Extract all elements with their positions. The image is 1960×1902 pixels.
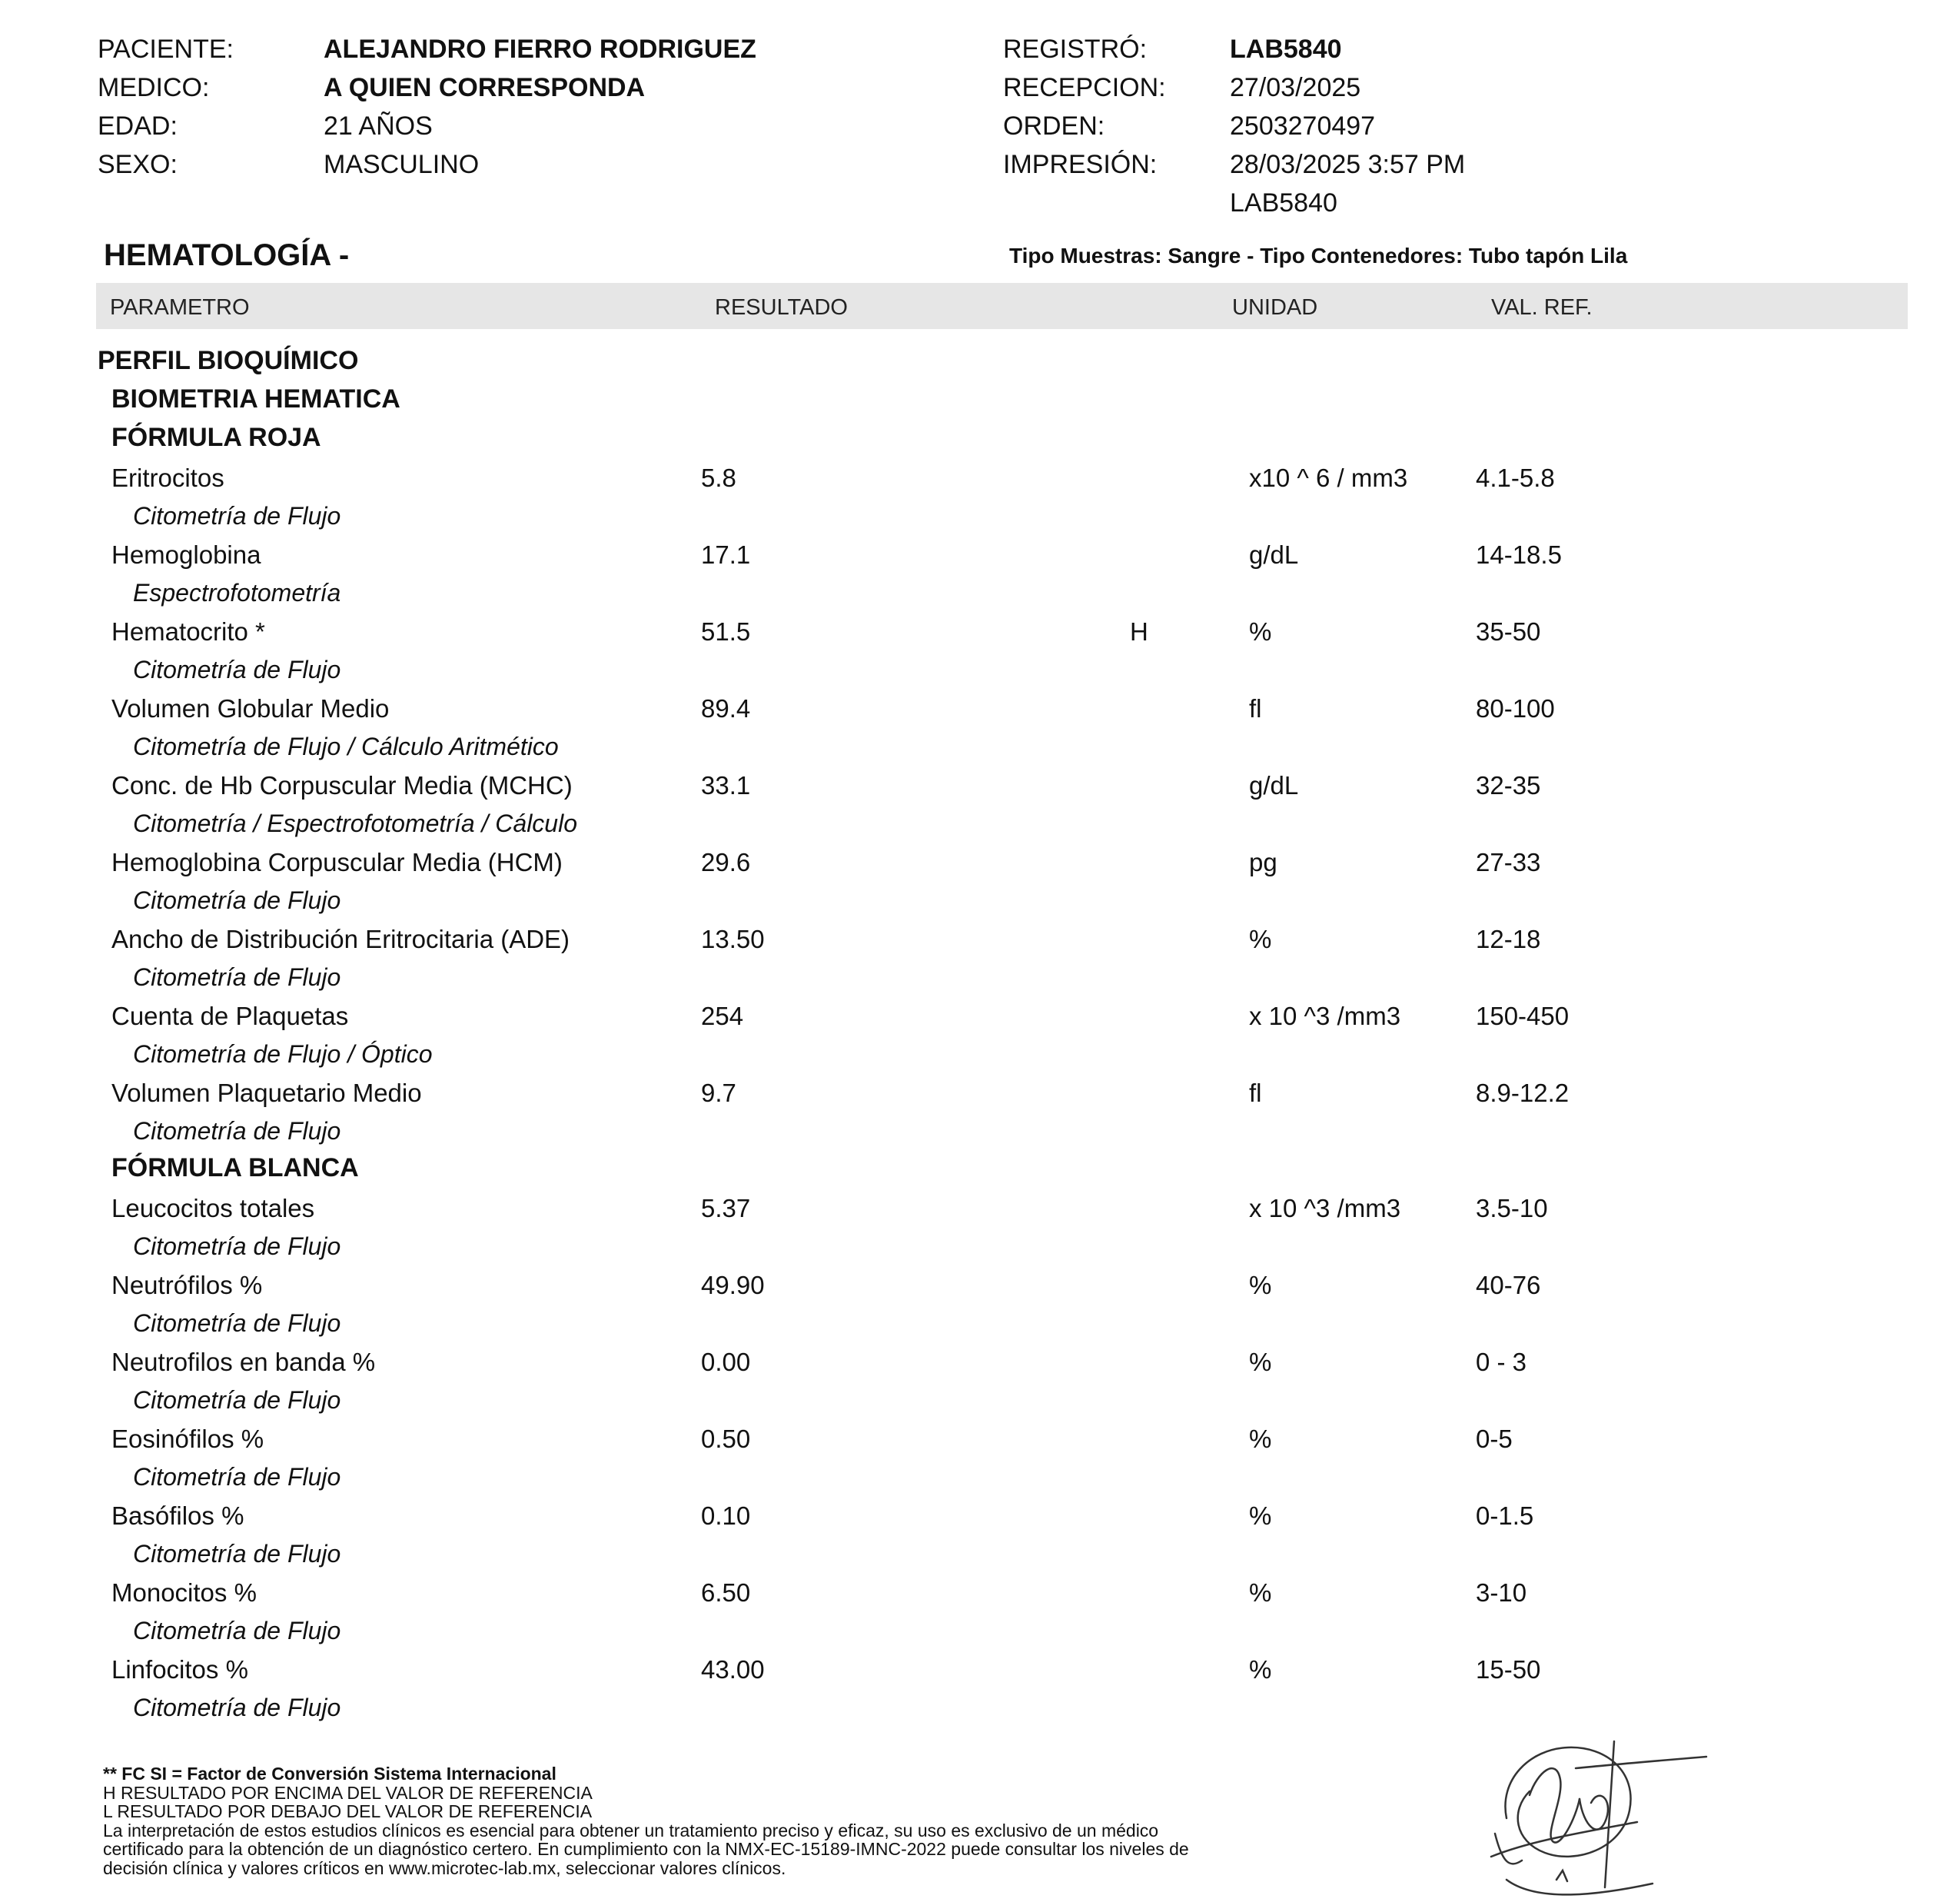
result-method: Citometría de Flujo [133, 1386, 341, 1414]
result-value: 0.00 [701, 1348, 751, 1376]
footer-notes [103, 1764, 1189, 1877]
impresion-label: IMPRESIÓN: [1003, 150, 1158, 179]
table-header [96, 283, 1908, 329]
result-reference-range: 4.1-5.8 [1476, 464, 1555, 492]
registro-value: LAB5840 [1230, 35, 1342, 64]
result-reference-range: 0-1.5 [1476, 1501, 1534, 1530]
result-method: Citometría de Flujo [133, 502, 341, 530]
sexo-value: MASCULINO [324, 150, 480, 179]
section-title: HEMATOLOGÍA - [104, 238, 350, 272]
result-value: 9.7 [701, 1079, 736, 1107]
result-method: Citometría de Flujo [133, 656, 341, 683]
result-value: 51.5 [701, 617, 751, 646]
result-value: 13.50 [701, 925, 765, 953]
result-unit: pg [1249, 848, 1277, 876]
result-value: 5.8 [701, 464, 736, 492]
recepcion-label: RECEPCION: [1003, 73, 1166, 102]
result-reference-range: 150-450 [1476, 1002, 1570, 1030]
result-unit: g/dL [1249, 771, 1299, 800]
result-value: 49.90 [701, 1271, 765, 1299]
result-reference-range: 0-5 [1476, 1425, 1513, 1453]
result-value: 17.1 [701, 540, 751, 569]
header-parametro: PARAMETRO [110, 295, 250, 320]
result-reference-range: 0 - 3 [1476, 1348, 1527, 1376]
result-reference-range: 80-100 [1476, 694, 1555, 723]
result-reference-range: 32-35 [1476, 771, 1541, 800]
result-value: 0.50 [701, 1425, 751, 1453]
result-unit: % [1249, 1655, 1272, 1684]
result-method: Citometría de Flujo [133, 1117, 341, 1145]
result-reference-range: 27-33 [1476, 848, 1541, 876]
result-parameter: Eritrocitos [111, 464, 224, 492]
result-parameter: Ancho de Distribución Eritrocitaria (ADE) [111, 925, 570, 953]
result-parameter: Monocitos % [111, 1578, 257, 1607]
group-perfil: PERFIL BIOQUÍMICO [98, 346, 359, 375]
result-method: Citometría de Flujo [133, 1540, 341, 1568]
result-value: 254 [701, 1002, 744, 1030]
result-value: 6.50 [701, 1578, 751, 1607]
result-flag: H [1130, 617, 1148, 646]
medico-label: MEDICO: [98, 73, 210, 102]
orden-label: ORDEN: [1003, 111, 1105, 141]
result-parameter: Hematocrito * [111, 617, 265, 646]
result-unit: fl [1249, 1079, 1262, 1107]
result-method: Espectrofotometría [133, 579, 341, 607]
group-formula-roja: FÓRMULA ROJA [111, 423, 321, 452]
result-parameter: Linfocitos % [111, 1655, 248, 1684]
result-reference-range: 35-50 [1476, 617, 1541, 646]
result-value: 0.10 [701, 1501, 751, 1530]
signature-image [1483, 1726, 1714, 1899]
result-value: 29.6 [701, 848, 751, 876]
footer-line-h: H RESULTADO POR ENCIMA DEL VALOR DE REFERENCIA [103, 1782, 593, 1803]
result-method: Citometría / Espectrofotometría / Cálculo [133, 810, 577, 837]
result-value: 33.1 [701, 771, 751, 800]
registro-label: REGISTRÓ: [1003, 35, 1148, 64]
footer-line-l: L RESULTADO POR DEBAJO DEL VALOR DE REFERENCIA [103, 1801, 593, 1821]
impresion-user: LAB5840 [1230, 188, 1337, 218]
footer-line-disclaimer-2: certificado para la obtención de un diagnóstico certero. En cumplimiento con la NMX-EC-15189-IMNC-2022 puede consultar los niveles de [103, 1839, 1189, 1859]
paciente-label: PACIENTE: [98, 35, 234, 64]
sample-info: Tipo Muestras: Sangre - Tipo Contenedores: Tubo tapón Lila [1009, 244, 1628, 268]
result-reference-range: 3.5-10 [1476, 1194, 1548, 1222]
result-unit: x 10 ^3 /mm3 [1249, 1194, 1401, 1222]
result-method: Citometría de Flujo [133, 963, 341, 991]
result-reference-range: 12-18 [1476, 925, 1541, 953]
result-method: Citometría de Flujo [133, 886, 341, 914]
result-parameter: Neutrofilos en banda % [111, 1348, 376, 1376]
result-unit: % [1249, 1348, 1272, 1376]
result-parameter: Hemoglobina Corpuscular Media (HCM) [111, 848, 563, 876]
result-parameter: Neutrófilos % [111, 1271, 263, 1299]
result-value: 89.4 [701, 694, 751, 723]
footer-line-disclaimer-1: La interpretación de estos estudios clínicos es esencial para obtener un tratamiento preciso y eficaz, su uso es exclusivo de un médico [103, 1820, 1159, 1840]
edad-label: EDAD: [98, 111, 178, 141]
medico-value: A QUIEN CORRESPONDA [324, 73, 646, 102]
result-unit: % [1249, 1578, 1272, 1607]
result-method: Citometría de Flujo / Óptico [133, 1040, 433, 1068]
footer-line-disclaimer-3: decisión clínica y valores críticos en www.microtec-lab.mx, seleccionar valores clínicos. [103, 1857, 786, 1878]
result-unit: % [1249, 925, 1272, 953]
paciente-value: ALEJANDRO FIERRO RODRIGUEZ [324, 35, 756, 64]
header-resultado: RESULTADO [715, 295, 848, 320]
result-reference-range: 14-18.5 [1476, 540, 1562, 569]
result-method: Citometría de Flujo [133, 1232, 341, 1260]
result-value: 43.00 [701, 1655, 765, 1684]
footer-line-fc: ** FC SI = Factor de Conversión Sistema Internacional [103, 1764, 556, 1784]
result-unit: % [1249, 1425, 1272, 1453]
result-value: 5.37 [701, 1194, 751, 1222]
result-parameter: Basófilos % [111, 1501, 244, 1530]
recepcion-value: 27/03/2025 [1230, 73, 1361, 102]
result-parameter: Conc. de Hb Corpuscular Media (MCHC) [111, 771, 573, 800]
result-method: Citometría de Flujo [133, 1694, 341, 1721]
sexo-label: SEXO: [98, 150, 178, 179]
result-parameter: Volumen Globular Medio [111, 694, 390, 723]
result-reference-range: 15-50 [1476, 1655, 1541, 1684]
result-method: Citometría de Flujo / Cálculo Aritmético [133, 733, 559, 760]
result-parameter: Eosinófilos % [111, 1425, 264, 1453]
result-parameter: Leucocitos totales [111, 1194, 315, 1222]
result-reference-range: 40-76 [1476, 1271, 1541, 1299]
group-formula-blanca: FÓRMULA BLANCA [111, 1153, 359, 1182]
result-unit: % [1249, 1501, 1272, 1530]
header-unidad: UNIDAD [1232, 295, 1318, 320]
result-unit: g/dL [1249, 540, 1299, 569]
result-reference-range: 8.9-12.2 [1476, 1079, 1570, 1107]
result-reference-range: 3-10 [1476, 1578, 1527, 1607]
result-parameter: Volumen Plaquetario Medio [111, 1079, 422, 1107]
result-unit: fl [1249, 694, 1262, 723]
result-unit: x10 ^ 6 / mm3 [1249, 464, 1408, 492]
header-valref: VAL. REF. [1491, 295, 1593, 320]
orden-value: 2503270497 [1230, 111, 1376, 141]
result-parameter: Hemoglobina [111, 540, 261, 569]
result-parameter: Cuenta de Plaquetas [111, 1002, 349, 1030]
edad-value: 21 AÑOS [324, 111, 433, 141]
impresion-value: 28/03/2025 3:57 PM [1230, 150, 1466, 179]
result-method: Citometría de Flujo [133, 1463, 341, 1491]
result-unit: x 10 ^3 /mm3 [1249, 1002, 1401, 1030]
result-method: Citometría de Flujo [133, 1309, 341, 1337]
result-unit: % [1249, 1271, 1272, 1299]
result-unit: % [1249, 617, 1272, 646]
result-method: Citometría de Flujo [133, 1617, 341, 1644]
group-biometria: BIOMETRIA HEMATICA [111, 384, 400, 414]
